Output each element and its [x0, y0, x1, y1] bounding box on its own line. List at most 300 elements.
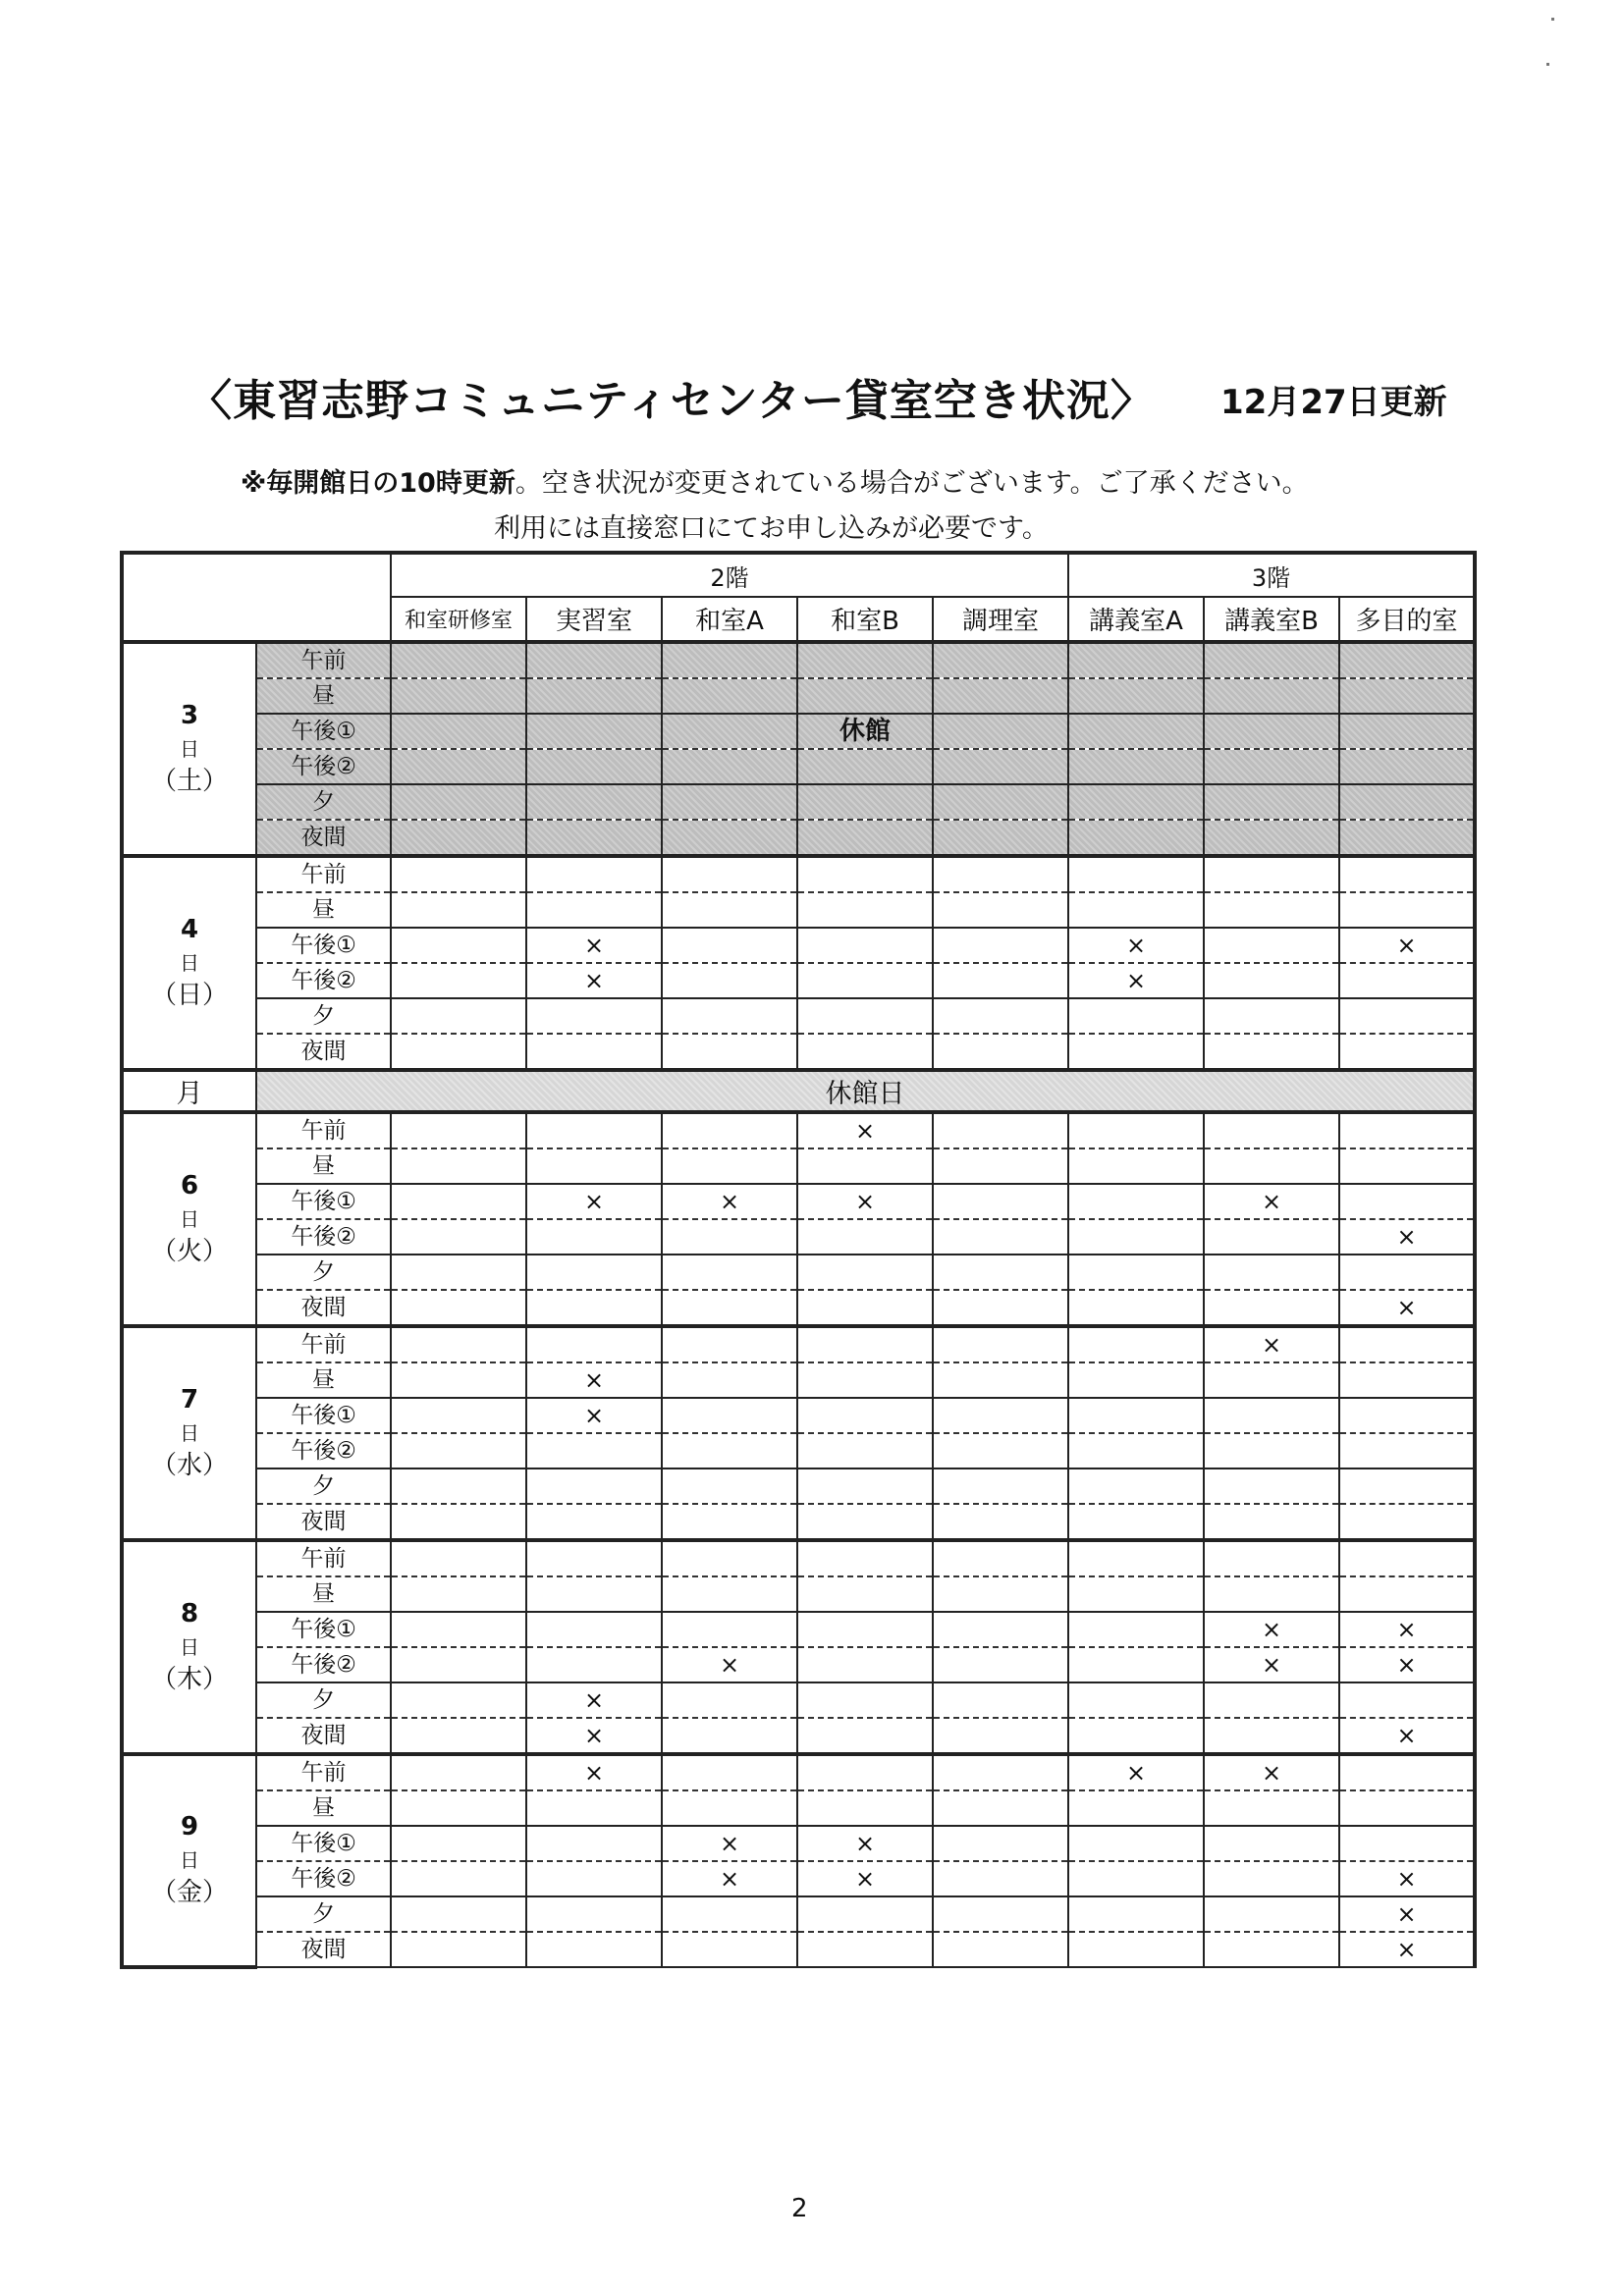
- availability-cell: [391, 678, 526, 714]
- availability-cell: [1339, 714, 1475, 749]
- availability-cell: [1204, 714, 1339, 749]
- availability-cell: [526, 1718, 662, 1754]
- availability-cell: [662, 1826, 797, 1861]
- availability-cell: [797, 1790, 933, 1826]
- availability-cell: [933, 1219, 1068, 1255]
- availability-cell: [797, 820, 933, 856]
- availability-cell: [391, 1540, 526, 1576]
- slot-row: [122, 1861, 1475, 1896]
- day-number: 6: [180, 1170, 199, 1201]
- availability-cell: [1068, 1255, 1204, 1290]
- booked-mark: ×: [1396, 1864, 1417, 1893]
- availability-cell: [526, 1504, 662, 1540]
- availability-cell: [797, 1290, 933, 1326]
- availability-cell: [1204, 1219, 1339, 1255]
- slot-row: [122, 1034, 1475, 1070]
- availability-cell: [526, 1433, 662, 1468]
- slot-row: [122, 749, 1475, 784]
- availability-cell: [1339, 856, 1475, 892]
- availability-cell: [933, 1718, 1068, 1754]
- availability-cell: [662, 1861, 797, 1896]
- booked-mark: ×: [1396, 931, 1417, 959]
- availability-cell: [797, 1398, 933, 1433]
- day-label-cell: [122, 1112, 256, 1326]
- slot-row: [122, 1112, 1475, 1148]
- availability-cell: [1204, 642, 1339, 678]
- availability-cell: [1339, 642, 1475, 678]
- availability-cell: [1339, 1826, 1475, 1861]
- availability-cell: [933, 1148, 1068, 1184]
- availability-cell: [797, 1647, 933, 1682]
- scan-speck: [1551, 18, 1554, 21]
- availability-cell: [662, 1398, 797, 1433]
- availability-cell: [662, 678, 797, 714]
- availability-cell: [526, 928, 662, 963]
- updated-date: 12月27日更新: [1220, 383, 1447, 422]
- availability-cell: [391, 1754, 526, 1790]
- day-unit: 日: [180, 950, 199, 975]
- slot-row: [122, 1790, 1475, 1826]
- day-unit: 日: [180, 1420, 199, 1445]
- day-of-week: （水）: [150, 1450, 228, 1480]
- availability-cell: [933, 642, 1068, 678]
- room-header: 調理室: [933, 597, 1068, 642]
- availability-cell: [797, 963, 933, 998]
- availability-cell: [391, 1826, 526, 1861]
- availability-cell: [797, 1718, 933, 1754]
- availability-cell: [526, 784, 662, 820]
- availability-cell: [797, 1255, 933, 1290]
- availability-cell: [1204, 1184, 1339, 1219]
- time-slot-label: 昼: [256, 1362, 391, 1398]
- availability-cell: [391, 1790, 526, 1826]
- availability-cell: [391, 856, 526, 892]
- monday-label: 月: [122, 1070, 256, 1112]
- availability-cell: [1204, 820, 1339, 856]
- day-unit: 日: [180, 736, 199, 761]
- availability-cell: [526, 1148, 662, 1184]
- availability-cell: [526, 1034, 662, 1070]
- availability-cell: [933, 714, 1068, 749]
- availability-cell: [797, 1326, 933, 1362]
- availability-cell: [1339, 820, 1475, 856]
- availability-cell: [526, 1826, 662, 1861]
- availability-cell: [1068, 1861, 1204, 1896]
- time-slot-label: 夕: [256, 998, 391, 1034]
- availability-cell: [1339, 1148, 1475, 1184]
- availability-cell: [1204, 1790, 1339, 1826]
- availability-cell: [797, 678, 933, 714]
- slot-row: [122, 1896, 1475, 1932]
- availability-cell: [797, 1184, 933, 1219]
- availability-cell: [391, 1255, 526, 1290]
- availability-cell: [933, 1468, 1068, 1504]
- day-of-week: （木）: [150, 1664, 228, 1694]
- availability-cell: [933, 820, 1068, 856]
- availability-cell: [526, 1682, 662, 1718]
- availability-cell: [662, 714, 797, 749]
- availability-cell: [797, 1576, 933, 1612]
- time-slot-label: 午後②: [256, 963, 391, 998]
- availability-cell: [662, 892, 797, 928]
- availability-cell: [526, 1468, 662, 1504]
- availability-cell: [526, 1362, 662, 1398]
- booked-mark: ×: [719, 1650, 740, 1679]
- slot-row: [122, 856, 1475, 892]
- availability-cell: [1068, 1540, 1204, 1576]
- availability-cell: [1339, 1504, 1475, 1540]
- availability-cell: [1204, 1468, 1339, 1504]
- availability-cell: [1204, 1326, 1339, 1362]
- availability-cell: [526, 1576, 662, 1612]
- availability-cell: [526, 1255, 662, 1290]
- availability-cell: [391, 1112, 526, 1148]
- availability-cell: [933, 1576, 1068, 1612]
- note-line-1-rest: 。空き状況が変更されている場合がございます。ご了承ください。: [514, 468, 1309, 499]
- slot-row: [122, 1148, 1475, 1184]
- availability-cell: [933, 856, 1068, 892]
- availability-cell: [933, 1362, 1068, 1398]
- availability-cell: [933, 1540, 1068, 1576]
- slot-row: [122, 1612, 1475, 1647]
- availability-cell: [662, 1504, 797, 1540]
- availability-cell: [933, 1433, 1068, 1468]
- time-slot-label: 夜間: [256, 1290, 391, 1326]
- time-slot-label: 昼: [256, 892, 391, 928]
- availability-cell: [662, 1362, 797, 1398]
- availability-cell: [526, 1112, 662, 1148]
- day-number: 3: [180, 700, 199, 730]
- slot-row: [122, 642, 1475, 678]
- availability-cell: [1068, 856, 1204, 892]
- floor-2-header: 2階: [391, 553, 1068, 597]
- availability-cell: [391, 1718, 526, 1754]
- time-slot-label: 午後①: [256, 1184, 391, 1219]
- booked-mark: ×: [854, 1864, 876, 1893]
- slot-row: [122, 1647, 1475, 1682]
- availability-cell: [526, 1219, 662, 1255]
- availability-cell: [391, 1932, 526, 1967]
- booked-mark: ×: [1396, 1650, 1417, 1679]
- availability-cell: [797, 784, 933, 820]
- availability-cell: [1204, 1612, 1339, 1647]
- day-number: 9: [180, 1812, 199, 1842]
- availability-cell: [1339, 963, 1475, 998]
- availability-cell: [662, 1896, 797, 1932]
- time-slot-label: 午前: [256, 642, 391, 678]
- availability-cell: [797, 998, 933, 1034]
- availability-cell: [391, 1219, 526, 1255]
- slot-row: [122, 1184, 1475, 1219]
- monday-closed-cell: 休館日: [256, 1070, 1475, 1112]
- time-slot-label: 夕: [256, 1682, 391, 1718]
- slot-row: [122, 1504, 1475, 1540]
- availability-cell: [933, 1826, 1068, 1861]
- booked-mark: ×: [1396, 1615, 1417, 1643]
- availability-cell: [933, 892, 1068, 928]
- day-number: 8: [180, 1598, 199, 1629]
- availability-cell: [526, 714, 662, 749]
- availability-cell: [797, 928, 933, 963]
- availability-cell: [662, 1468, 797, 1504]
- availability-cell: [797, 1433, 933, 1468]
- booked-mark: ×: [1396, 1222, 1417, 1251]
- availability-cell: [1339, 1326, 1475, 1362]
- availability-cell: [526, 1290, 662, 1326]
- availability-cell: [1339, 1682, 1475, 1718]
- note-line-1: [241, 461, 1309, 500]
- availability-cell: [662, 1682, 797, 1718]
- availability-cell: [1068, 998, 1204, 1034]
- availability-cell: [1339, 1219, 1475, 1255]
- availability-cell: [797, 1754, 933, 1790]
- day-number: 4: [180, 914, 199, 944]
- booked-mark: ×: [583, 966, 605, 994]
- slot-row: [122, 1362, 1475, 1398]
- availability-cell: [526, 1896, 662, 1932]
- availability-cell: [1339, 1184, 1475, 1219]
- slot-row: [122, 1540, 1475, 1576]
- booked-mark: ×: [583, 1401, 605, 1429]
- closed-label: 休館: [839, 717, 891, 746]
- availability-cell: [391, 1034, 526, 1070]
- day-label-cell: [122, 642, 256, 856]
- availability-cell: [662, 856, 797, 892]
- booked-mark: ×: [1261, 1758, 1282, 1787]
- availability-cell: [526, 1184, 662, 1219]
- availability-table: [120, 551, 1477, 1969]
- availability-cell: [1068, 1112, 1204, 1148]
- availability-cell: [1339, 1255, 1475, 1290]
- slot-row: [122, 1326, 1475, 1362]
- availability-cell: [1339, 1112, 1475, 1148]
- slot-row: [122, 820, 1475, 856]
- availability-cell: [662, 1255, 797, 1290]
- availability-cell: [1339, 1433, 1475, 1468]
- time-slot-label: 午前: [256, 856, 391, 892]
- availability-cell: [391, 1504, 526, 1540]
- availability-cell: [391, 892, 526, 928]
- day-unit: 日: [180, 1634, 199, 1659]
- availability-cell: [391, 714, 526, 749]
- availability-cell: [391, 1468, 526, 1504]
- room-header: 多目的室: [1339, 597, 1475, 642]
- availability-cell: [1068, 1219, 1204, 1255]
- availability-cell: [662, 928, 797, 963]
- availability-cell: [1339, 1754, 1475, 1790]
- availability-cell: [391, 1612, 526, 1647]
- availability-cell: [797, 1540, 933, 1576]
- booked-mark: ×: [583, 1187, 605, 1215]
- time-slot-label: 夜間: [256, 1932, 391, 1967]
- availability-cell: [933, 1184, 1068, 1219]
- availability-cell: [933, 1754, 1068, 1790]
- availability-cell: [1339, 1896, 1475, 1932]
- availability-cell: [391, 784, 526, 820]
- availability-cell: [662, 1326, 797, 1362]
- time-slot-label: 昼: [256, 678, 391, 714]
- booked-mark: ×: [583, 1685, 605, 1714]
- availability-cell: [1339, 1540, 1475, 1576]
- booked-mark: ×: [1396, 1935, 1417, 1963]
- availability-cell: [797, 749, 933, 784]
- availability-cell: [526, 1398, 662, 1433]
- availability-cell: [526, 856, 662, 892]
- availability-cell: [1068, 1612, 1204, 1647]
- availability-cell: [526, 642, 662, 678]
- monday-closed-row: [122, 1070, 1475, 1112]
- availability-cell: [1068, 1896, 1204, 1932]
- availability-cell: [1068, 1433, 1204, 1468]
- availability-cell: [391, 1896, 526, 1932]
- availability-cell: [1339, 784, 1475, 820]
- availability-cell: [1068, 1754, 1204, 1790]
- booked-mark: ×: [1125, 966, 1147, 994]
- availability-cell: [1068, 1362, 1204, 1398]
- availability-cell: [1339, 1468, 1475, 1504]
- availability-cell: [1068, 1647, 1204, 1682]
- slot-row: [122, 1219, 1475, 1255]
- availability-cell: [933, 928, 1068, 963]
- slot-row: [122, 998, 1475, 1034]
- availability-cell: [1068, 1576, 1204, 1612]
- availability-cell: [933, 1034, 1068, 1070]
- page-title: 〈東習志野コミュニティセンター貸室空き状況〉: [189, 376, 1155, 426]
- availability-cell: [662, 1290, 797, 1326]
- time-slot-label: 午後②: [256, 1433, 391, 1468]
- availability-cell: [1204, 1504, 1339, 1540]
- availability-cell: [662, 1754, 797, 1790]
- slot-row: [122, 928, 1475, 963]
- availability-cell: [662, 1647, 797, 1682]
- room-header: 和室研修室: [391, 597, 526, 642]
- availability-cell: [1204, 1826, 1339, 1861]
- availability-cell: [933, 1504, 1068, 1540]
- availability-cell: [526, 892, 662, 928]
- day-of-week: （土）: [150, 766, 228, 796]
- room-header: 和室B: [797, 597, 933, 642]
- availability-cell: [662, 1790, 797, 1826]
- time-slot-label: 夕: [256, 1255, 391, 1290]
- availability-cell: [526, 1647, 662, 1682]
- availability-cell: [526, 1932, 662, 1967]
- slot-row: [122, 1826, 1475, 1861]
- availability-cell: [662, 642, 797, 678]
- availability-cell: [662, 1576, 797, 1612]
- availability-cell: [933, 1398, 1068, 1433]
- availability-cell: [933, 1326, 1068, 1362]
- floor-3-header: 3階: [1068, 553, 1475, 597]
- availability-cell: [391, 642, 526, 678]
- time-slot-label: 午前: [256, 1112, 391, 1148]
- day-number: 7: [180, 1384, 199, 1415]
- availability-cell: [391, 820, 526, 856]
- availability-cell: [662, 1112, 797, 1148]
- availability-cell: [1204, 1362, 1339, 1398]
- booked-mark: ×: [719, 1864, 740, 1893]
- availability-cell: [1068, 928, 1204, 963]
- availability-cell: [933, 998, 1068, 1034]
- day-unit: 日: [180, 1848, 199, 1872]
- availability-cell: [933, 1612, 1068, 1647]
- availability-cell: [662, 1932, 797, 1967]
- availability-cell: [391, 1861, 526, 1896]
- availability-cell: [391, 998, 526, 1034]
- availability-cell: [391, 928, 526, 963]
- time-slot-label: 午前: [256, 1540, 391, 1576]
- availability-cell: [662, 1540, 797, 1576]
- availability-cell: [1068, 820, 1204, 856]
- room-header: 実習室: [526, 597, 662, 642]
- availability-cell: [526, 1612, 662, 1647]
- availability-cell: [662, 998, 797, 1034]
- availability-cell: [1339, 1612, 1475, 1647]
- booked-mark: ×: [854, 1829, 876, 1857]
- availability-cell: [1068, 1826, 1204, 1861]
- availability-cell: [1204, 963, 1339, 998]
- slot-row: [122, 892, 1475, 928]
- slot-row: [122, 1682, 1475, 1718]
- booked-mark: ×: [1261, 1650, 1282, 1679]
- availability-cell: [1204, 1647, 1339, 1682]
- time-slot-label: 夕: [256, 784, 391, 820]
- availability-cell: [1068, 784, 1204, 820]
- availability-cell: [391, 1576, 526, 1612]
- availability-cell: [1204, 998, 1339, 1034]
- availability-cell: [1204, 1433, 1339, 1468]
- availability-cell: [1204, 1754, 1339, 1790]
- availability-cell: [1068, 678, 1204, 714]
- availability-cell: [1068, 1148, 1204, 1184]
- availability-cell: [1339, 1790, 1475, 1826]
- slot-row: [122, 963, 1475, 998]
- availability-cell: [662, 1612, 797, 1647]
- availability-cell: [1339, 928, 1475, 963]
- availability-cell: [797, 856, 933, 892]
- availability-cell: [933, 1112, 1068, 1148]
- slot-row: [122, 1398, 1475, 1433]
- time-slot-label: 夜間: [256, 820, 391, 856]
- time-slot-label: 午後①: [256, 714, 391, 749]
- availability-cell: [797, 1612, 933, 1647]
- availability-cell: [933, 1932, 1068, 1967]
- page-number: 2: [791, 2194, 808, 2223]
- availability-cell: [662, 1148, 797, 1184]
- day-of-week: （日）: [150, 980, 228, 1010]
- floor-header-row: [122, 553, 1475, 597]
- availability-cell: [797, 1682, 933, 1718]
- time-slot-label: 午前: [256, 1326, 391, 1362]
- availability-cell: [1339, 1576, 1475, 1612]
- booked-mark: ×: [1396, 1293, 1417, 1321]
- note-line-1-bold: ※毎開館日の10時更新: [241, 468, 515, 499]
- availability-cell: [1339, 1290, 1475, 1326]
- availability-cell: [1204, 1682, 1339, 1718]
- availability-cell: [391, 1433, 526, 1468]
- availability-cell: [797, 1826, 933, 1861]
- availability-cell: [1339, 1932, 1475, 1967]
- availability-cell: [1339, 998, 1475, 1034]
- availability-cell: [933, 1290, 1068, 1326]
- availability-cell: [1204, 1718, 1339, 1754]
- time-slot-label: 昼: [256, 1148, 391, 1184]
- availability-cell: [797, 714, 933, 749]
- availability-cell: [1068, 1398, 1204, 1433]
- availability-cell: [662, 749, 797, 784]
- availability-cell: [1204, 892, 1339, 928]
- availability-cell: [391, 1326, 526, 1362]
- availability-cell: [1068, 1184, 1204, 1219]
